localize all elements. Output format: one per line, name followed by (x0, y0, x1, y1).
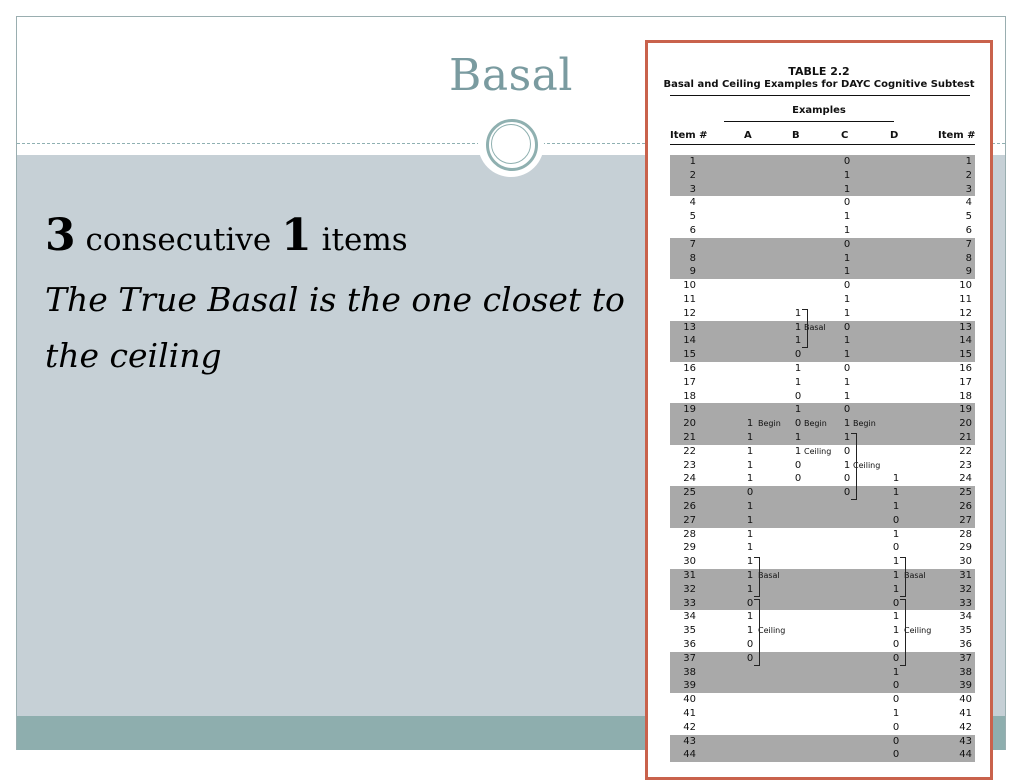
table-cell: 0 (794, 390, 802, 402)
table-cell: 0 (892, 694, 900, 706)
table-cell: 7 (965, 238, 972, 250)
table-row (670, 721, 975, 735)
table-cell: 8 (689, 252, 696, 264)
table-cell: 30 (683, 556, 696, 568)
table-cell: 35 (683, 625, 696, 637)
table-cell: 1 (746, 611, 754, 623)
table-cell: 0 (843, 197, 851, 209)
table-cell: 38 (683, 666, 696, 678)
table-cell: 26 (683, 501, 696, 512)
table-row (670, 293, 975, 307)
table-image-panel (645, 40, 993, 780)
table-cell: 17 (959, 376, 972, 388)
table-cell: 13 (683, 321, 696, 333)
table-header-cell: Item # (670, 130, 708, 141)
table-cell: 9 (965, 266, 972, 278)
table-row (670, 279, 975, 293)
table-row (670, 514, 975, 528)
table-cell: 0 (843, 280, 851, 292)
table-cell: 0 (892, 542, 900, 554)
table-cell: 44 (683, 749, 696, 761)
table-cell: 0 (892, 735, 900, 747)
table-annotation: Begin (758, 419, 781, 429)
table-cell: 1 (965, 156, 972, 167)
table-row (670, 679, 975, 693)
table-cell: 29 (959, 542, 972, 554)
table-cell: 43 (683, 735, 696, 747)
table-cell: 40 (959, 694, 972, 706)
table-cell: 1 (843, 307, 851, 319)
table-cell: 21 (683, 432, 696, 443)
table-cell: 13 (959, 321, 972, 333)
table-cell: 5 (965, 211, 972, 223)
table-caption: Basal and Ceiling Examples for DAYC Cognitive Subtest (663, 79, 975, 90)
table-row (670, 583, 975, 597)
table-cell: 14 (959, 335, 972, 347)
table-cell: 20 (683, 418, 696, 430)
table-cell: 1 (746, 528, 754, 540)
table-row (670, 555, 975, 569)
table-annotation: Ceiling (804, 446, 832, 456)
table-cell: 0 (892, 597, 900, 609)
table-cell: 1 (892, 528, 900, 540)
table-cell: 1 (892, 473, 900, 485)
table-cell: 31 (683, 570, 696, 581)
table-cell: 11 (959, 294, 972, 305)
table-cell: 1 (746, 432, 754, 443)
table-cell: 19 (683, 404, 696, 416)
table-cell: 18 (683, 390, 696, 402)
table-row (670, 265, 975, 279)
table-cell: 1 (689, 156, 696, 167)
table-row (670, 569, 975, 583)
table-cell: 1 (746, 570, 754, 581)
table-cell: 43 (959, 735, 972, 747)
table-row (670, 334, 975, 348)
table-cell: 1 (843, 266, 851, 278)
table-annotation: Basal (804, 322, 826, 332)
table-cell: 3 (965, 183, 972, 195)
table-cell: 0 (746, 487, 754, 499)
table-cell: 34 (683, 611, 696, 623)
table-cell: 41 (683, 708, 696, 719)
table-row (670, 403, 975, 417)
table-cell: 22 (683, 445, 696, 457)
table-cell: 24 (959, 473, 972, 485)
table-row (670, 431, 975, 445)
table-cell: 16 (959, 363, 972, 374)
table-cell: 15 (959, 349, 972, 361)
table-header-cell: Item # (938, 130, 976, 141)
table-cell: 1 (843, 459, 851, 471)
table-cell: 32 (683, 583, 696, 595)
table-cell: 1 (843, 349, 851, 361)
table-cell: 1 (843, 211, 851, 223)
table-cell: 10 (959, 280, 972, 292)
ornament-inner-ring (491, 124, 531, 164)
table-row (670, 666, 975, 680)
slide-body (45, 206, 635, 384)
table-cell: 1 (746, 445, 754, 457)
table-cell: 0 (892, 680, 900, 692)
table-cell: 1 (843, 376, 851, 388)
table-cell: 19 (959, 404, 972, 416)
table-cell: 28 (959, 528, 972, 540)
table-cell: 0 (843, 363, 851, 374)
table-cell: 9 (689, 266, 696, 278)
table-cell: 1 (794, 432, 802, 443)
table-row (670, 252, 975, 266)
table-cell: 1 (892, 556, 900, 568)
table-cell: 23 (683, 459, 696, 471)
table-cell: 2 (689, 169, 696, 181)
table-cell: 1 (892, 666, 900, 678)
table-cell: 1 (843, 390, 851, 402)
table-bracket (900, 557, 906, 596)
word-consecutive: consecutive (75, 222, 282, 258)
table-cell: 0 (794, 349, 802, 361)
table-cell: 1 (794, 404, 802, 416)
table-row (670, 610, 975, 624)
table-annotation: Ceiling (904, 626, 932, 636)
slide-title: Basal (449, 50, 573, 101)
table-cell: 1 (794, 321, 802, 333)
table-cell: 1 (843, 169, 851, 181)
table-cell: 1 (794, 307, 802, 319)
table-row (670, 652, 975, 666)
table-cell: 6 (965, 225, 972, 236)
table-cell: 30 (959, 556, 972, 568)
table-cell: 8 (965, 252, 972, 264)
table-cell: 1 (794, 445, 802, 457)
table-row (670, 169, 975, 183)
table-header-cell: C (841, 130, 849, 141)
table-cell: 1 (843, 294, 851, 305)
table-cell: 1 (746, 556, 754, 568)
table-cell: 24 (683, 473, 696, 485)
table-cell: 0 (794, 418, 802, 430)
table-label: TABLE 2.2 (788, 65, 850, 78)
table-cell: 1 (892, 583, 900, 595)
table-row (670, 390, 975, 404)
table-cell: 0 (794, 473, 802, 485)
table-cell: 36 (683, 639, 696, 650)
table-row (670, 307, 975, 321)
table-cell: 0 (892, 652, 900, 664)
table-cell: 0 (892, 721, 900, 733)
table-cell: 1 (843, 225, 851, 236)
table-cell: 5 (689, 211, 696, 223)
number-one: 1 (281, 210, 312, 261)
table-cell: 0 (746, 639, 754, 650)
table-cell: 1 (746, 418, 754, 430)
table-cell: 31 (959, 570, 972, 581)
table-cell: 1 (794, 335, 802, 347)
table-row (670, 472, 975, 486)
table-cell: 1 (746, 542, 754, 554)
table-cell: 1 (794, 376, 802, 388)
table-header-cell: D (890, 130, 899, 141)
table-cell: 1 (794, 363, 802, 374)
table-cell: 32 (959, 583, 972, 595)
examples-rule (724, 121, 894, 122)
table-cell: 29 (683, 542, 696, 554)
table-cell: 27 (959, 514, 972, 526)
table-bracket (802, 309, 808, 348)
table-row (670, 238, 975, 252)
table-cell: 0 (892, 639, 900, 650)
table-row (670, 748, 975, 762)
table-cell: 37 (683, 652, 696, 664)
table-cell: 1 (892, 570, 900, 581)
table-annotation: Begin (853, 419, 876, 429)
table-cell: 0 (843, 156, 851, 167)
table-cell: 0 (746, 652, 754, 664)
table-cell: 0 (843, 238, 851, 250)
table-cell: 1 (892, 611, 900, 623)
table-annotation: Basal (904, 571, 926, 580)
table-cell: 1 (892, 501, 900, 512)
table-cell: 38 (959, 666, 972, 678)
table-cell: 0 (843, 321, 851, 333)
table-row (670, 638, 975, 652)
table-cell: 4 (965, 197, 972, 209)
table-cell: 1 (892, 487, 900, 499)
table-cell: 41 (959, 708, 972, 719)
table-cell: 3 (689, 183, 696, 195)
header-rule (670, 144, 975, 145)
table-cell: 33 (959, 597, 972, 609)
table-row (670, 210, 975, 224)
table-row (670, 183, 975, 197)
table-annotation: Ceiling (758, 626, 786, 636)
table-bracket (754, 557, 760, 596)
table-cell: 23 (959, 459, 972, 471)
table-cell: 1 (746, 501, 754, 512)
table-header-cell: A (744, 130, 752, 141)
table-row (670, 459, 975, 473)
table-annotation: Ceiling (853, 460, 881, 470)
table-cell: 11 (683, 294, 696, 305)
table-cell: 1 (892, 625, 900, 637)
table-cell: 0 (892, 749, 900, 761)
table-cell: 1 (746, 459, 754, 471)
table-annotation: Begin (804, 419, 827, 429)
table-cell: 1 (746, 583, 754, 595)
table-row (670, 735, 975, 749)
table-bracket (900, 599, 906, 666)
table-row (670, 528, 975, 542)
table-row (670, 362, 975, 376)
table-bracket (851, 433, 857, 500)
table-cell: 26 (959, 501, 972, 512)
table-cell: 1 (843, 432, 851, 443)
table-cell: 34 (959, 611, 972, 623)
table-cell: 39 (683, 680, 696, 692)
table-row (670, 541, 975, 555)
table-cell: 0 (843, 473, 851, 485)
table-cell: 4 (689, 197, 696, 209)
table-bracket (754, 599, 760, 666)
table-cell: 1 (843, 335, 851, 347)
table-cell: 25 (683, 487, 696, 499)
table-cell: 22 (959, 445, 972, 457)
table-row (670, 224, 975, 238)
table-cell: 20 (959, 418, 972, 430)
table-cell: 10 (683, 280, 696, 292)
table-cell: 39 (959, 680, 972, 692)
table-cell: 0 (746, 597, 754, 609)
table-cell: 25 (959, 487, 972, 499)
table-row (670, 348, 975, 362)
table-header-cell: B (792, 130, 800, 141)
table-cell: 1 (843, 252, 851, 264)
table-annotation: Basal (758, 571, 780, 580)
table-row (670, 155, 975, 169)
table-cell: 16 (683, 363, 696, 374)
table-cell: 0 (843, 404, 851, 416)
bullet-line-1 (45, 206, 635, 270)
table-cell: 40 (683, 694, 696, 706)
table-row (670, 376, 975, 390)
table-cell: 1 (892, 708, 900, 719)
examples-label: Examples (792, 105, 846, 116)
word-items: items (311, 222, 408, 258)
table-cell: 33 (683, 597, 696, 609)
table-cell: 36 (959, 639, 972, 650)
table-cell: 42 (683, 721, 696, 733)
table-row (670, 693, 975, 707)
table-row (670, 196, 975, 210)
table-cell: 0 (843, 445, 851, 457)
table-cell: 17 (683, 376, 696, 388)
table-cell: 6 (689, 225, 696, 236)
table-cell: 14 (683, 335, 696, 347)
table-cell: 7 (689, 238, 696, 250)
table-cell: 28 (683, 528, 696, 540)
table-cell: 21 (959, 432, 972, 443)
table-cell: 1 (843, 183, 851, 195)
table-cell: 12 (959, 307, 972, 319)
table-row (670, 486, 975, 500)
table-cell: 1 (843, 418, 851, 430)
table-cell: 37 (959, 652, 972, 664)
table-cell: 0 (892, 514, 900, 526)
table-cell: 1 (746, 625, 754, 637)
table-cell: 0 (794, 459, 802, 471)
table-cell: 0 (843, 487, 851, 499)
table-cell: 12 (683, 307, 696, 319)
table-row (670, 500, 975, 514)
table-cell: 44 (959, 749, 972, 761)
table-row (670, 707, 975, 721)
bullet-line-2: The True Basal is the one closet to the ceiling (45, 280, 625, 375)
table-cell: 35 (959, 625, 972, 637)
table-cell: 18 (959, 390, 972, 402)
table-cell: 27 (683, 514, 696, 526)
table-top-rule (670, 95, 970, 96)
table-row (670, 597, 975, 611)
table-cell: 2 (965, 169, 972, 181)
table-cell: 1 (746, 514, 754, 526)
number-three: 3 (45, 210, 76, 261)
table-cell: 1 (746, 473, 754, 485)
table-cell: 15 (683, 349, 696, 361)
table-cell: 42 (959, 721, 972, 733)
